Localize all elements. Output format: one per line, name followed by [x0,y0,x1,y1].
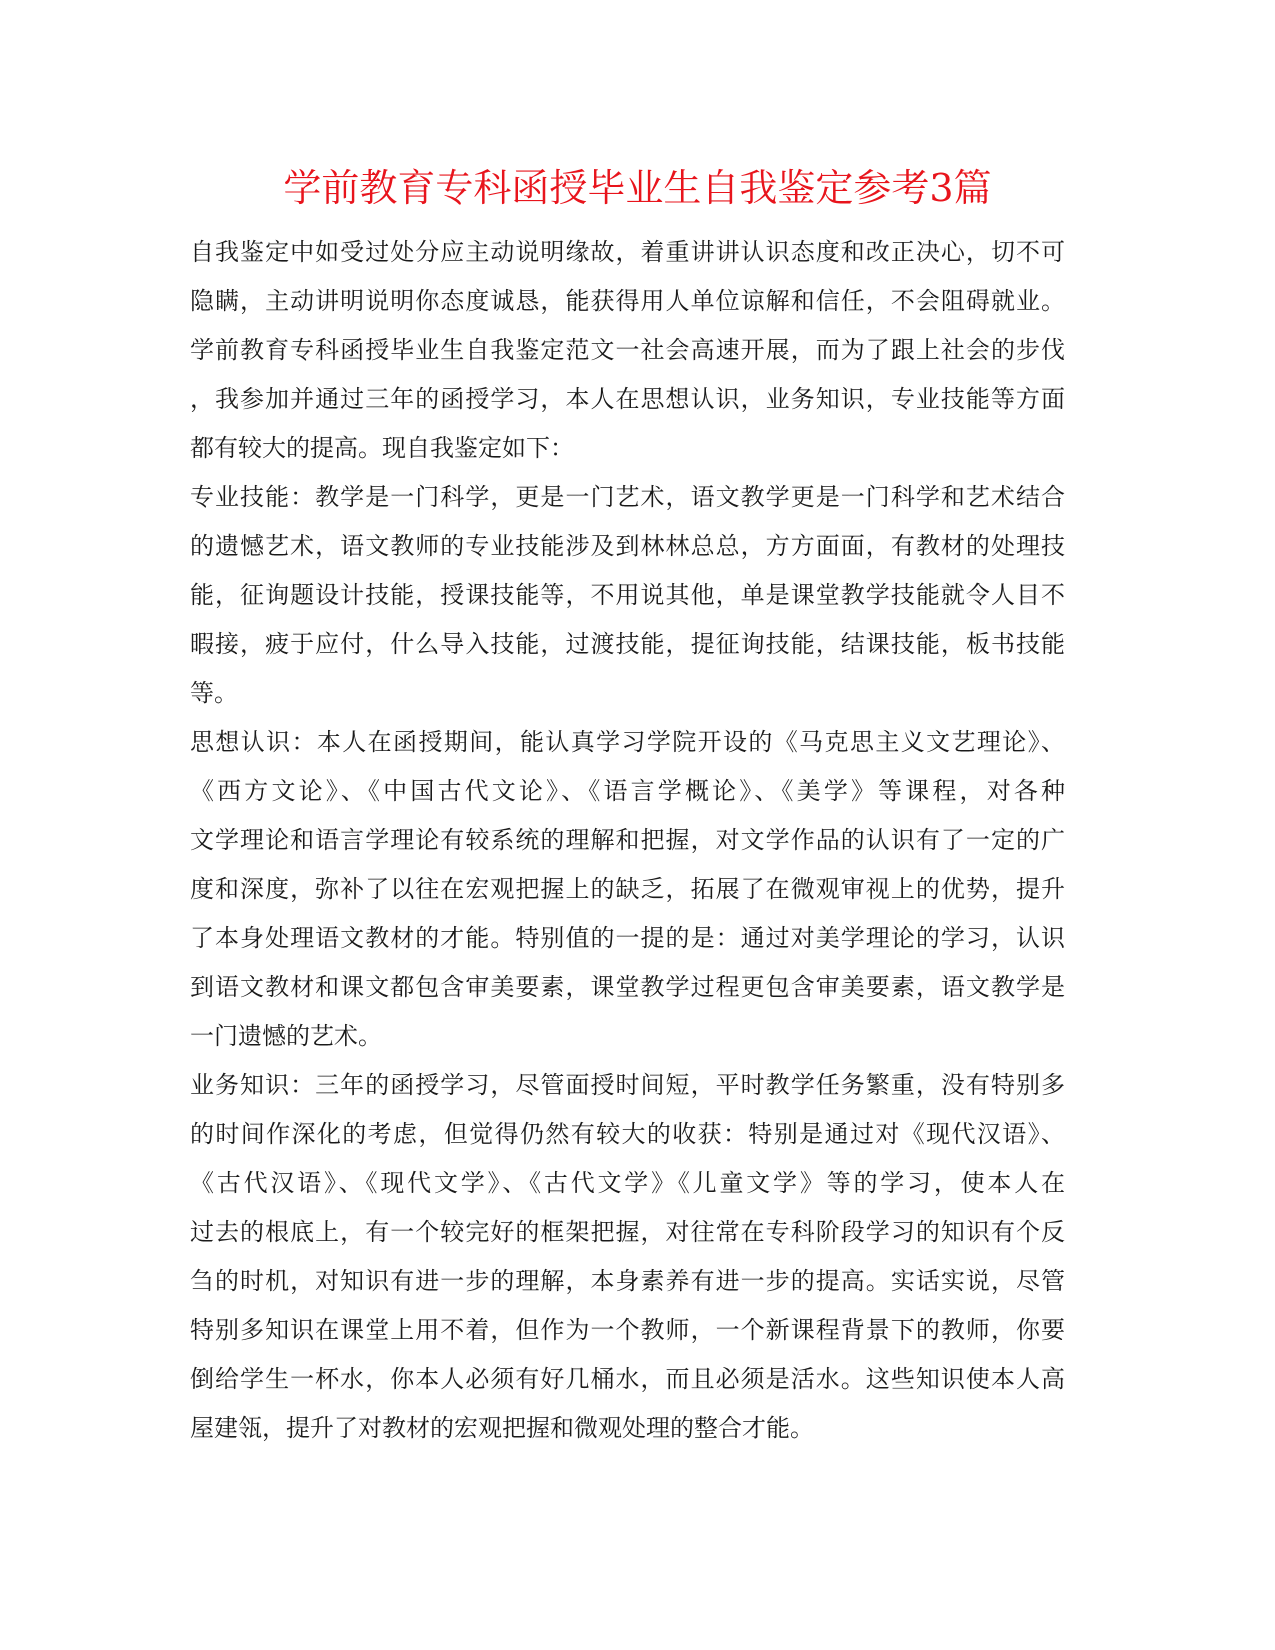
text-line: 隐瞒，主动讲明说明你态度诚恳，能获得用人单位谅解和信任，不会阻碍就业。 [190,287,1065,315]
text-line: 倒给学生一杯水，你本人必须有好几桶水，而且必须是活水。这些知识使本人高 [190,1365,1065,1393]
text-line: 思想认识：本人在函授期间，能认真学习学院开设的《马克思主义文艺理论》、 [190,728,1065,756]
text-line: 等。 [190,679,238,707]
text-line: 屋建瓴，提升了对教材的宏观把握和微观处理的整合才能。 [190,1414,814,1442]
text-line: 暇接，疲于应付，什么导入技能，过渡技能，提征询技能，结课技能，板书技能 [190,630,1065,658]
text-line: 能，征询题设计技能，授课技能等，不用说其他，单是课堂教学技能就令人目不 [190,581,1065,609]
text-line: ，我参加并通过三年的函授学习，本人在思想认识，业务知识，专业技能等方面 [190,385,1065,413]
text-line: 业务知识：三年的函授学习，尽管面授时间短，平时教学任务繁重，没有特别多 [190,1071,1065,1099]
text-line: 度和深度，弥补了以往在宏观把握上的缺乏，拓展了在微观审视上的优势，提升 [190,875,1065,903]
text-line: 《西方文论》、《中国古代文论》、《语言学概论》、《美学》等课程，对各种 [190,777,1065,805]
text-line: 的时间作深化的考虑，但觉得仍然有较大的收获：特别是通过对《现代汉语》、 [190,1120,1065,1148]
text-line: 自我鉴定中如受过处分应主动说明缘故，着重讲讲认识态度和改正决心，切不可 [190,238,1065,266]
text-line: 学前教育专科函授毕业生自我鉴定范文一社会高速开展，而为了跟上社会的步伐 [190,336,1065,364]
text-line: 都有较大的提高。现自我鉴定如下： [190,434,574,462]
text-line: 一门遗憾的艺术。 [190,1022,382,1050]
text-line: 文学理论和语言学理论有较系统的理解和把握，对文学作品的认识有了一定的广 [190,826,1065,854]
text-line: 专业技能：教学是一门科学，更是一门艺术，语文教学更是一门科学和艺术结合 [190,483,1065,511]
text-line: 《古代汉语》、《现代文学》、《古代文学》《儿童文学》等的学习，使本人在 [190,1169,1065,1197]
text-line: 过去的根底上，有一个较完好的框架把握，对往常在专科阶段学习的知识有个反 [190,1218,1065,1246]
text-line: 特别多知识在课堂上用不着，但作为一个教师，一个新课程背景下的教师，你要 [190,1316,1065,1344]
text-line: 了本身处理语文教材的才能。特别值的一提的是：通过对美学理论的学习，认识 [190,924,1065,952]
document-body [190,228,1065,1453]
document-title: 学前教育专科函授毕业生自我鉴定参考3篇 [283,166,992,210]
text-line: 的遗憾艺术，语文教师的专业技能涉及到林林总总，方方面面，有教材的处理技 [190,532,1065,560]
text-line: 到语文教材和课文都包含审美要素，课堂教学过程更包含审美要素，语文教学是 [190,973,1065,1001]
text-line: 刍的时机，对知识有进一步的理解，本身素养有进一步的提高。实话实说，尽管 [190,1267,1065,1295]
